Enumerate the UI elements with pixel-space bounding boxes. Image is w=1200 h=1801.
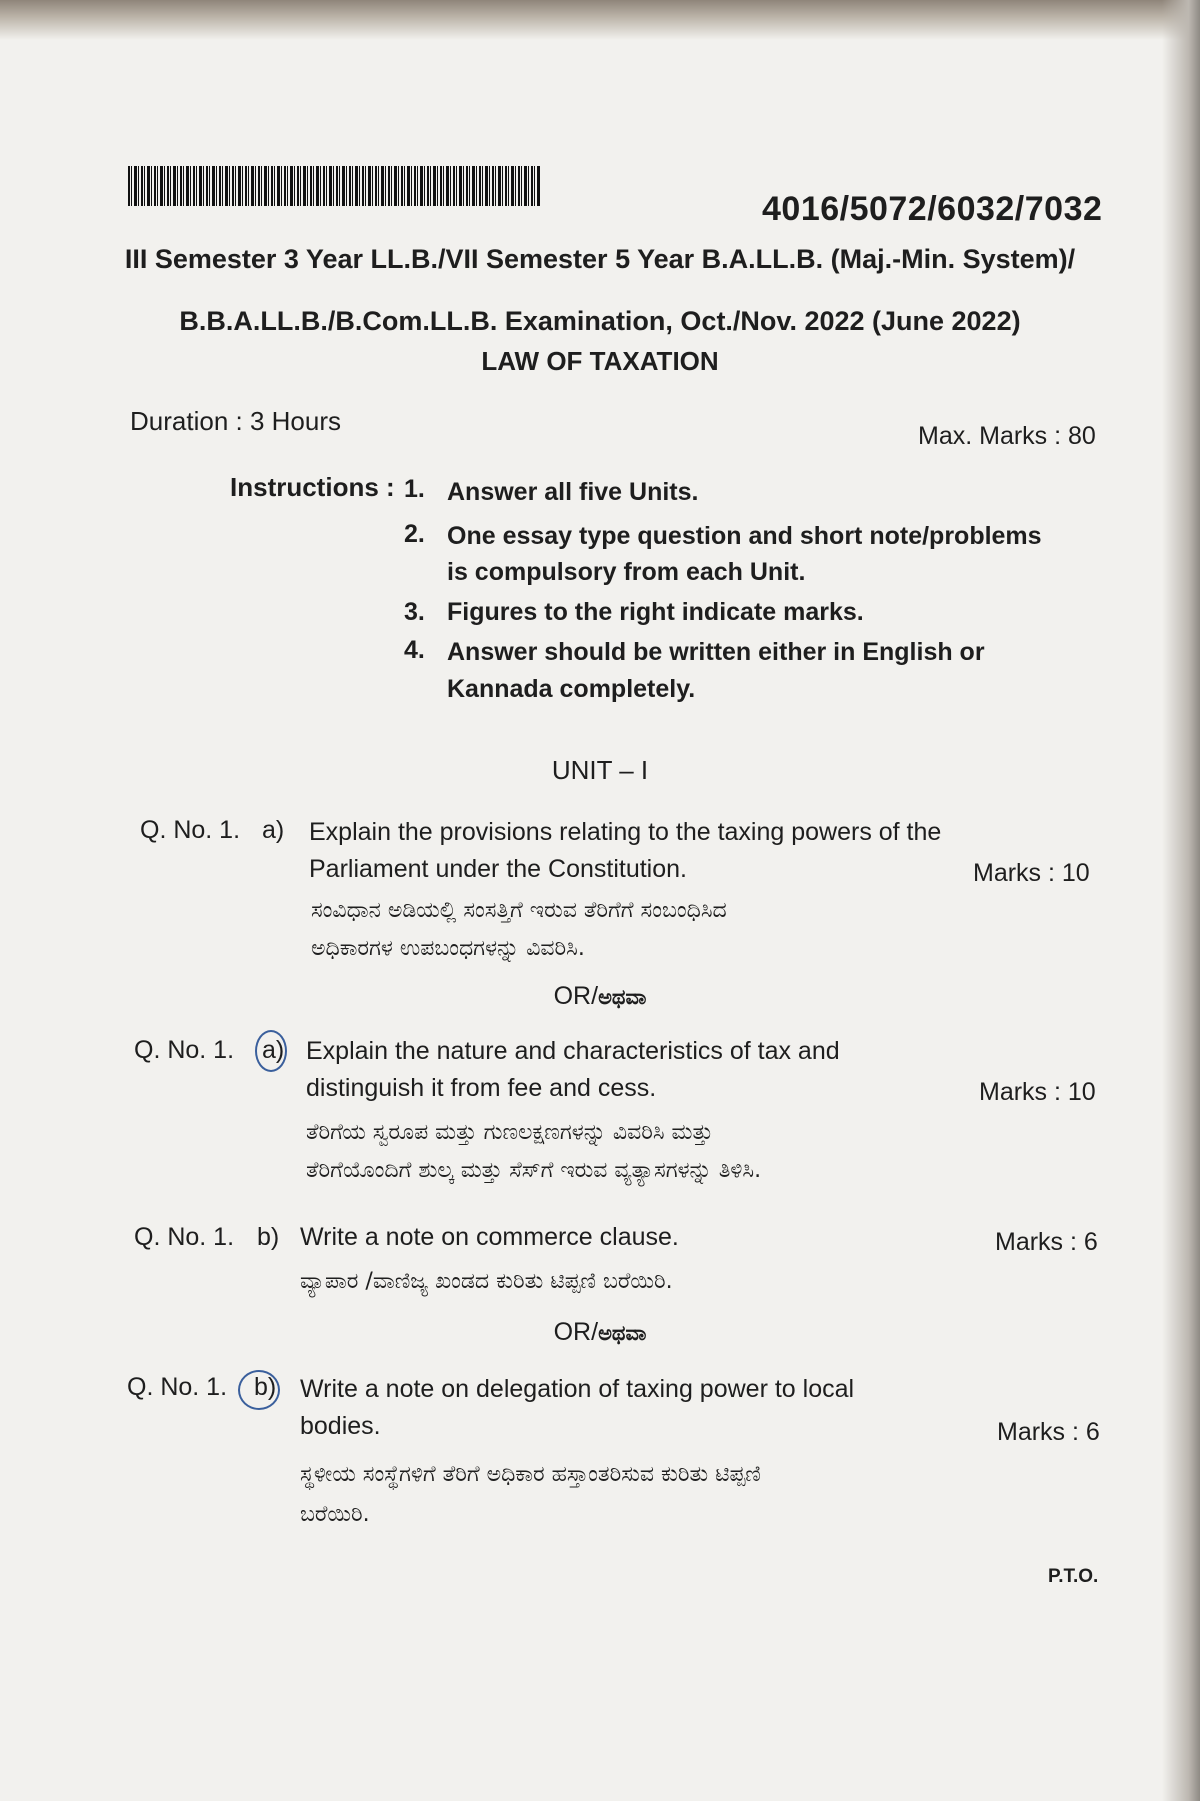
question-part: b): [257, 1223, 280, 1251]
question-text: bodies.: [300, 1412, 381, 1440]
paper-code: 4016/5072/6032/7032: [762, 190, 1103, 228]
question-label: Q. No. 1.: [134, 1223, 235, 1251]
question-kannada: ಸಂವಿಧಾನ ಅಡಿಯಲ್ಲಿ ಸಂಸತ್ತಿಗೆ ಇರುವ ತೆರಿಗೆಗೆ ಸಂಬಂಧಿಸಿದ: [311, 898, 727, 923]
pen-circle-mark: [238, 1370, 280, 1410]
instructions-heading: Instructions :: [230, 472, 395, 502]
question-label: Q. No. 1.: [134, 1036, 235, 1064]
subject-title: LAW OF TAXATION: [481, 346, 719, 376]
or-kannada: ಅಥವಾ: [598, 1321, 647, 1345]
question-marks: Marks : 6: [997, 1418, 1100, 1446]
question-kannada: ತೆರಿಗೆಯೊಂದಿಗೆ ಶುಲ್ಕ ಮತ್ತು ಸೆಸ್‌ಗೆ ಇರುವ ವ್ಯತ್ಯಾಸಗಳನ್ನು ತಿಳಿಸಿ.: [306, 1158, 762, 1183]
question-text: distinguish it from fee and cess.: [306, 1074, 657, 1102]
or-separator: [0, 982, 1200, 1011]
instruction-text: Answer should be written either in English or: [447, 638, 985, 666]
question-kannada: ತೆರಿಗೆಯ ಸ್ವರೂಪ ಮತ್ತು ಗುಣಲಕ್ಷಣಗಳನ್ನು ವಿವರಿಸಿ ಮತ್ತು: [306, 1120, 713, 1145]
question-text: Parliament under the Constitution.: [309, 855, 687, 883]
question-label: Q. No. 1.: [140, 816, 241, 844]
instruction-number: 4.: [404, 636, 425, 664]
instruction-text: One essay type question and short note/problems: [447, 522, 1042, 550]
duration: Duration : 3 Hours: [130, 406, 341, 436]
max-marks: Max. Marks : 80: [918, 422, 1096, 450]
or-separator: [0, 1318, 1200, 1347]
or-kannada: ಅಥವಾ: [598, 985, 647, 1009]
instruction-number: 3.: [404, 598, 425, 626]
or-label: OR/: [553, 1318, 599, 1346]
instruction-text: Kannada completely.: [447, 675, 696, 703]
title-line-1: III Semester 3 Year LL.B./VII Semester 5 Year B.A.LL.B. (Maj.-Min. System)/: [124, 244, 1076, 274]
question-text: Explain the provisions relating to the taxing powers of the: [309, 818, 942, 846]
question-kannada: ಅಧಿಕಾರಗಳ ಉಪಬಂಧಗಳನ್ನು ವಿವರಿಸಿ.: [311, 936, 585, 961]
question-kannada: ವ್ಯಾಪಾರ /ವಾಣಿಜ್ಯ ಖಂಡದ ಕುರಿತು ಟಿಪ್ಪಣಿ ಬರೆಯಿರಿ.: [300, 1269, 673, 1294]
or-label: OR/: [553, 982, 599, 1010]
question-part: a): [262, 1036, 285, 1064]
barcode: [128, 166, 540, 206]
pen-circle-mark: [255, 1030, 287, 1072]
question-marks: Marks : 10: [979, 1078, 1096, 1106]
instruction-number: 2.: [404, 520, 425, 548]
question-kannada: ಸ್ಥಳೀಯ ಸಂಸ್ಥೆಗಳಿಗೆ ತೆರಿಗೆ ಅಧಿಕಾರ ಹಸ್ತಾಂತರಿಸುವ ಕುರಿತು ಟಿಪ್ಪಣಿ: [300, 1462, 761, 1487]
pto-footer: P.T.O.: [1048, 1566, 1099, 1587]
question-part: b): [254, 1373, 277, 1401]
question-marks: Marks : 10: [973, 859, 1090, 887]
question-text: Write a note on commerce clause.: [300, 1223, 679, 1251]
question-text: Write a note on delegation of taxing power to local: [300, 1375, 855, 1403]
instruction-number: 1.: [404, 475, 425, 503]
question-part: a): [262, 816, 285, 844]
question-text: Explain the nature and characteristics of tax and: [306, 1037, 840, 1065]
title-line-2: B.B.A.LL.B./B.Com.LL.B. Examination, Oct./Nov. 2022 (June 2022): [179, 306, 1021, 336]
instruction-text: is compulsory from each Unit.: [447, 558, 806, 586]
instruction-text: Answer all five Units.: [447, 478, 699, 506]
question-kannada: ಬರೆಯಿರಿ.: [300, 1502, 370, 1527]
unit-title: UNIT – I: [551, 755, 649, 785]
question-marks: Marks : 6: [995, 1228, 1098, 1256]
question-label: Q. No. 1.: [127, 1373, 228, 1401]
instruction-text: Figures to the right indicate marks.: [447, 598, 864, 626]
